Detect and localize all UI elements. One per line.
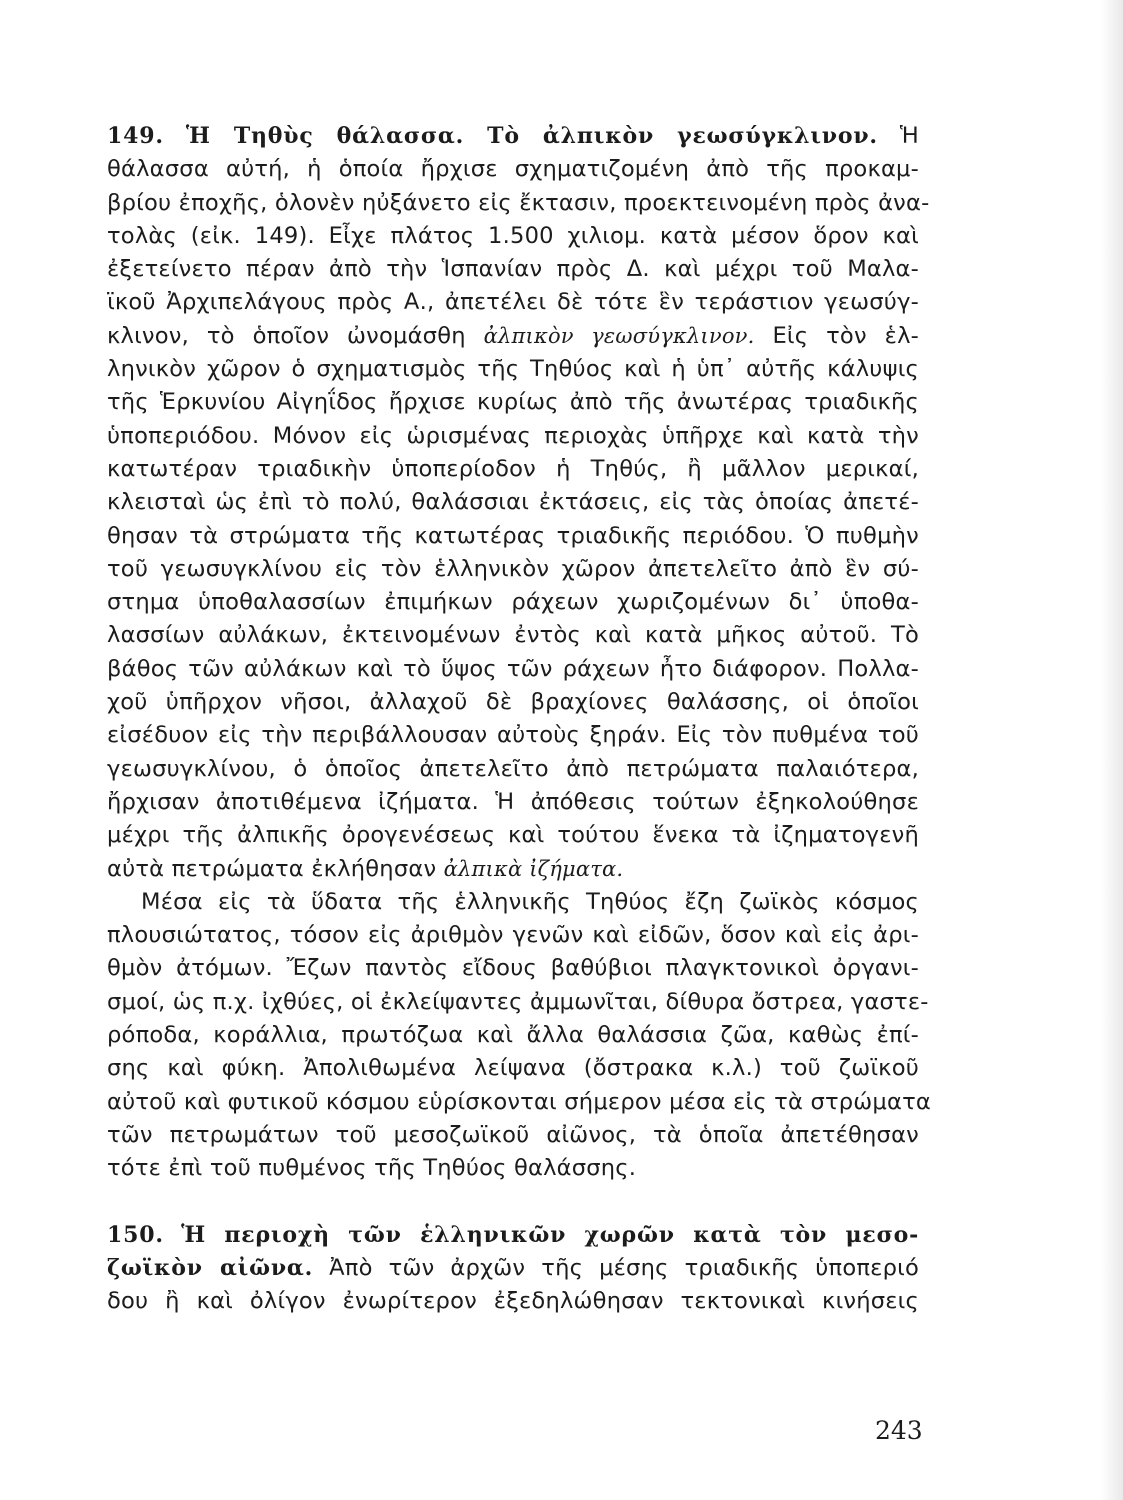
- section-150-title-cont: ζωϊκὸν αἰῶνα.: [107, 1254, 314, 1281]
- text-fragment: Εἰς τὸν ἑλ-: [772, 322, 920, 349]
- text-line: μέχρι τῆς ἀλπικῆς ὀρογενέσεως καὶ τούτου ἕνεκα τὰ ἰζηματογενῆ: [107, 822, 919, 849]
- section-spacer: [107, 1186, 919, 1219]
- text-line: τοῦ γεωσυγκλίνου εἰς τὸν ἑλληνικὸν χῶρον ἀπετελεῖτο ἀπὸ ἓν σύ-: [107, 555, 919, 582]
- text-fragment: Ἀπὸ τῶν ἀρχῶν τῆς μέσης τριαδικῆς ὑποπεριό: [329, 1254, 919, 1281]
- text-line: τότε ἐπὶ τοῦ πυθμένος τῆς Τηθύος θαλάσσης.: [107, 1155, 637, 1182]
- text-line: ὑποπεριόδου. Μόνον εἰς ὡρισμένας περιοχὰς ὑπῆρχε καὶ κατὰ τὴν: [107, 422, 919, 449]
- section-150-heading-line-2: [107, 1252, 919, 1285]
- text-line: γεωσυγκλίνου, ὁ ὁποῖος ἀπετελεῖτο ἀπὸ πετρώματα παλαιότερα,: [107, 755, 919, 782]
- section-149-title: Ἡ Τηθὺς θάλασσα. Τὸ ἀλπικὸν γεωσύγκλινον.: [185, 123, 878, 149]
- text-fragment: αὐτὰ πετρώματα ἐκλήθησαν: [107, 855, 437, 882]
- text-line: σης καὶ φύκη. Ἀπολιθωμένα λείψανα (ὄστρακα κ.λ.) τοῦ ζωϊκοῦ: [107, 1055, 919, 1082]
- text-line: θησαν τὰ στρώματα τῆς κατωτέρας τριαδικῆς περιόδου. Ὁ πυθμὴν: [107, 522, 919, 549]
- text-line: κατωτέραν τριαδικὴν ὑποπερίοδον ἡ Τηθύς, ἢ μᾶλλον μερικαί,: [107, 455, 919, 482]
- text-line: Ἡ: [899, 123, 919, 149]
- italic-term: ἀλπικὰ ἰζήματα.: [443, 856, 624, 881]
- text-line: θμὸν ἀτόμων. Ἔζων παντὸς εἴδους βαθύβιοι πλαγκτονικοὶ ὀργανι-: [107, 955, 919, 982]
- text-line: πλουσιώτατος, τόσον εἰς ἀριθμὸν γενῶν καὶ εἰδῶν, ὅσον καὶ εἰς ἀρι-: [107, 922, 919, 949]
- text-fragment: κλινον, τὸ ὁποῖον ὠνομάσθη: [107, 322, 466, 349]
- section-150-number: 150.: [107, 1221, 164, 1248]
- text-line: βρίου ἐποχῆς, ὁλονὲν ηὐξάνετο εἰς ἔκτασιν, προεκτεινομένη πρὸς ἀνα-: [107, 189, 930, 216]
- text-line: στημα ὑποθαλασσίων ἐπιμήκων ράχεων χωριζομένων δι᾽ ὑποθα-: [107, 589, 919, 616]
- text-line-with-italic: [107, 853, 919, 886]
- text-line: τῶν πετρωμάτων τοῦ μεσοζωϊκοῦ αἰῶνος, τὰ ὁποῖα ἀπετέθησαν: [107, 1121, 919, 1148]
- section-150-heading-line: [107, 1219, 919, 1252]
- text-line: αὐτοῦ καὶ φυτικοῦ κόσμου εὑρίσκονται σήμερον μέσα εἰς τὰ στρώματα: [107, 1088, 931, 1115]
- text-line-with-italic: [107, 320, 919, 353]
- page-text: [107, 120, 931, 1318]
- text-line: ρόποδα, κοράλλια, πρωτόζωα καὶ ἄλλα θαλάσσια ζῶα, καθὼς ἐπί-: [107, 1022, 919, 1049]
- italic-term: ἀλπικὸν γεωσύγκλινον.: [483, 323, 755, 348]
- text-line: Μέσα εἰς τὰ ὕδατα τῆς ἑλληνικῆς Τηθύος ἔζη ζωϊκὸς κόσμος: [141, 888, 919, 915]
- text-line: εἰσέδυον εἰς τὴν περιβάλλουσαν αὐτοὺς ξηράν. Εἰς τὸν πυθμένα τοῦ: [107, 722, 919, 749]
- text-line: ληνικὸν χῶρον ὁ σχηματισμὸς τῆς Τηθύος καὶ ἡ ὑπ᾽ αὐτῆς κάλυψις: [107, 356, 919, 383]
- text-line: θάλασσα αὐτή, ἡ ὁποία ἤρχισε σχηματιζομένη ἀπὸ τῆς προκαμ-: [107, 156, 919, 183]
- text-line: ϊκοῦ Ἀρχιπελάγους πρὸς Α., ἀπετέλει δὲ τότε ἓν τεράστιον γεωσύγ-: [107, 289, 919, 316]
- text-line: ἤρχισαν ἀποτιθέμενα ἰζήματα. Ἡ ἀπόθεσις τούτων ἐξηκολούθησε: [107, 788, 919, 815]
- section-150-title: Ἡ περιοχὴ τῶν ἑλληνικῶν χωρῶν κατὰ τὸν μεσο-: [181, 1221, 919, 1248]
- text-line: ἐξετείνετο πέραν ἀπὸ τὴν Ἱσπανίαν πρὸς Δ. καὶ μέχρι τοῦ Μαλα-: [107, 256, 919, 283]
- page-edge-shadow: [1101, 0, 1123, 1500]
- page-number: 243: [875, 1416, 923, 1445]
- text-line: δου ἢ καὶ ὀλίγον ἐνωρίτερον ἐξεδηλώθησαν τεκτονικαὶ κινήσεις: [107, 1288, 919, 1315]
- text-line: κλεισταὶ ὡς ἐπὶ τὸ πολύ, θαλάσσιαι ἐκτάσεις, εἰς τὰς ὁποίας ἀπετέ-: [107, 489, 919, 516]
- section-149-number: 149.: [107, 123, 164, 149]
- text-line: λασσίων αὐλάκων, ἐκτεινομένων ἐντὸς καὶ κατὰ μῆκος αὐτοῦ. Τὸ: [107, 622, 919, 649]
- text-line: σμοί, ὡς π.χ. ἰχθύες, οἱ ἐκλείψαντες ἀμμωνῖται, δίθυρα ὄστρεα, γαστε-: [107, 988, 929, 1015]
- text-line: τῆς Ἑρκυνίου Αἰγηΐδος ἤρχισε κυρίως ἀπὸ τῆς ἀνωτέρας τριαδικῆς: [107, 389, 919, 416]
- section-149-heading-line: [107, 120, 919, 153]
- text-line: βάθος τῶν αὐλάκων καὶ τὸ ὕψος τῶν ράχεων ἦτο διάφορον. Πολλα-: [107, 655, 919, 682]
- text-line: χοῦ ὑπῆρχον νῆσοι, ἀλλαχοῦ δὲ βραχίονες θαλάσσης, οἱ ὁποῖοι: [107, 689, 919, 716]
- text-line: τολὰς (εἰκ. 149). Εἶχε πλάτος 1.500 χιλιομ. κατὰ μέσον ὅρον καὶ: [107, 222, 919, 249]
